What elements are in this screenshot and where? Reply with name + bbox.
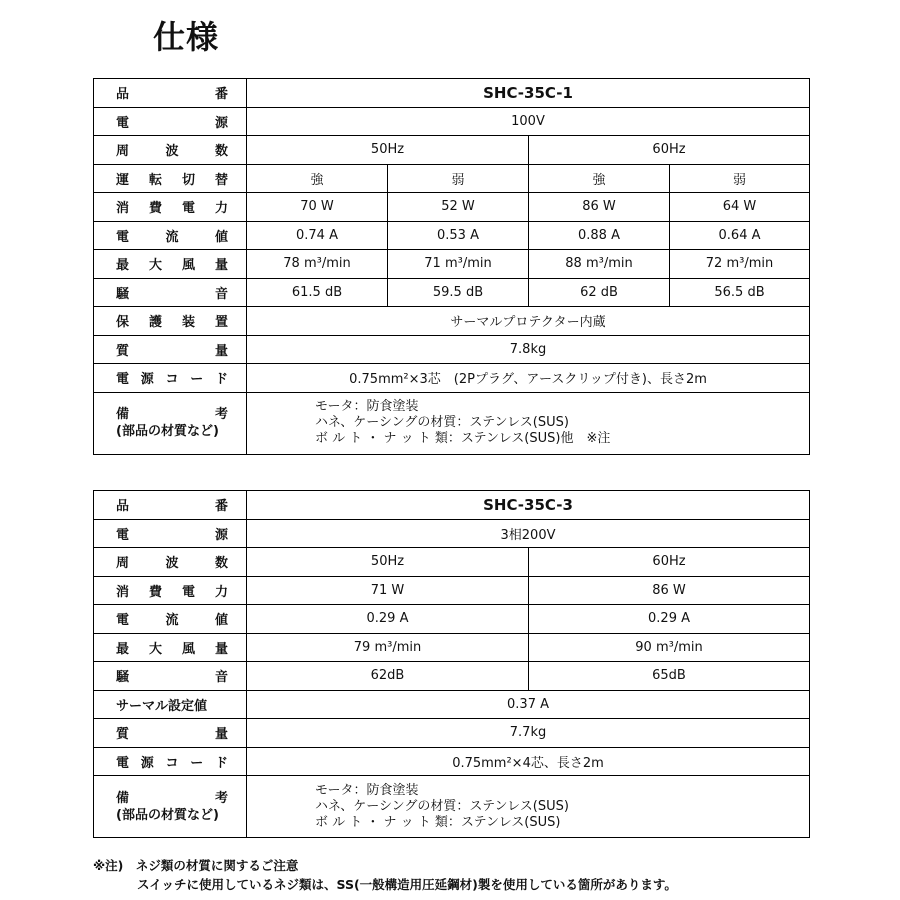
label-consumption — [94, 193, 247, 222]
remarks-label-sub: (部品の材質など) — [116, 807, 219, 823]
spec-table-2 — [93, 490, 810, 838]
label-char: 量 — [214, 727, 228, 743]
label-char: 番 — [214, 499, 228, 515]
label-char: 品 — [116, 87, 130, 103]
label-char: 電 — [116, 229, 130, 245]
label-char: 最 — [116, 641, 130, 657]
label-char: 電 — [116, 527, 130, 543]
cell: 70 W — [247, 193, 388, 222]
mass-value: 7.7kg — [247, 719, 810, 748]
label-char: 量 — [214, 258, 228, 274]
cell: 0.64 A — [670, 221, 810, 250]
label-char: ー — [190, 372, 204, 388]
label-char: 流 — [165, 229, 179, 245]
cell: 72 m³/min — [670, 250, 810, 279]
label-char: 力 — [214, 584, 228, 600]
label-cord — [94, 364, 247, 393]
table-row — [94, 79, 810, 108]
remarks-line: モータ：防食塗装 — [315, 399, 419, 414]
table-row — [94, 335, 810, 364]
mass-value: 7.8kg — [247, 335, 810, 364]
label-power-source — [94, 519, 247, 548]
label-char: 消 — [116, 201, 130, 217]
spaced-label — [116, 83, 228, 102]
spaced-label — [116, 254, 228, 273]
label-char: ー — [190, 755, 204, 771]
table-row — [94, 605, 810, 634]
frequency-50: 50Hz — [247, 136, 529, 165]
label-char: 風 — [181, 258, 195, 274]
label-char: 装 — [181, 315, 195, 331]
label-char: 費 — [148, 584, 162, 600]
spaced-label — [116, 752, 228, 771]
label-char: 値 — [214, 613, 228, 629]
cell: 71 m³/min — [388, 250, 529, 279]
label-char: 数 — [214, 144, 228, 160]
table-row — [94, 364, 810, 393]
label-char: コ — [165, 755, 179, 771]
label-char: 力 — [214, 201, 228, 217]
table-row — [94, 136, 810, 165]
cell: 0.29 A — [529, 605, 810, 634]
cell: 52 W — [388, 193, 529, 222]
label-char: 源 — [214, 115, 228, 131]
spaced-label — [116, 340, 228, 359]
table-row — [94, 690, 810, 719]
label-mode — [94, 164, 247, 193]
label-char: 消 — [116, 584, 130, 600]
remarks-label-a: 備 — [116, 790, 130, 806]
remarks-line: ハネ、ケーシングの材質：ステンレス(SUS) — [315, 798, 569, 814]
label-char: 源 — [214, 527, 228, 543]
label-char: 電 — [116, 115, 130, 131]
cell: 弱 — [388, 164, 529, 193]
label-char: 番 — [214, 87, 228, 103]
frequency-60: 60Hz — [529, 548, 810, 577]
label-char: 電 — [116, 372, 130, 388]
spaced-label — [116, 197, 228, 216]
cell: 強 — [529, 164, 670, 193]
label-char: 数 — [214, 556, 228, 572]
power-source-value: 3相200V — [247, 519, 810, 548]
label-char: 電 — [116, 613, 130, 629]
label-char: 大 — [148, 258, 162, 274]
label-char: 電 — [181, 201, 195, 217]
table-row — [94, 633, 810, 662]
label-char: 波 — [165, 556, 179, 572]
remarks-label-sub: (部品の材質など) — [116, 424, 219, 439]
table-row — [94, 221, 810, 250]
power-source-value: 100V — [247, 107, 810, 136]
spaced-label — [116, 524, 228, 543]
label-noise — [94, 662, 247, 691]
cell: 90 m³/min — [529, 633, 810, 662]
label-char: 量 — [214, 343, 228, 359]
spaced-label — [116, 226, 228, 245]
cell: 59.5 dB — [388, 278, 529, 307]
frequency-60: 60Hz — [529, 136, 810, 165]
label-char: ド — [214, 372, 228, 388]
footnote-line-1: ※注) ネジ類の材質に関するご注意 — [93, 858, 299, 873]
label-char: 周 — [116, 556, 130, 572]
label-char: 電 — [116, 755, 130, 771]
label-current — [94, 605, 247, 634]
label-char: 質 — [116, 343, 130, 359]
label-frequency — [94, 548, 247, 577]
cell: 64 W — [670, 193, 810, 222]
table-row — [94, 776, 810, 838]
cell: 62 dB — [529, 278, 670, 307]
spaced-label — [116, 283, 228, 302]
label-char: ド — [214, 755, 228, 771]
table-row — [94, 662, 810, 691]
footnote — [93, 856, 677, 894]
cell: 強 — [247, 164, 388, 193]
label-cord — [94, 747, 247, 776]
cord-value: 0.75mm²×4芯、長さ2m — [247, 747, 810, 776]
label-char: 大 — [148, 641, 162, 657]
label-char: 転 — [148, 172, 162, 188]
label-char: 替 — [214, 172, 228, 188]
label-model — [94, 79, 247, 108]
table-row — [94, 278, 810, 307]
table-row — [94, 719, 810, 748]
protection-value: サーマルプロテクター内蔵 — [247, 307, 810, 336]
cell: 0.29 A — [247, 605, 529, 634]
table-row — [94, 747, 810, 776]
spaced-label — [116, 169, 228, 188]
remarks-label-b: 考 — [214, 407, 228, 422]
label-char: 風 — [181, 641, 195, 657]
spec-table-1 — [93, 78, 810, 455]
spaced-label — [116, 112, 228, 131]
cell: 0.53 A — [388, 221, 529, 250]
model-number: SHC-35C-1 — [247, 79, 810, 108]
label-char: 費 — [148, 201, 162, 217]
label-protection — [94, 307, 247, 336]
label-char: 騒 — [116, 286, 130, 302]
label-char: 護 — [148, 315, 162, 331]
spaced-label — [116, 723, 228, 742]
cord-value: 0.75mm²×3芯 (2Pプラグ、アースクリップ付き)、長さ2m — [247, 364, 810, 393]
label-char: 流 — [165, 613, 179, 629]
spaced-label — [116, 666, 228, 685]
cell: 65dB — [529, 662, 810, 691]
cell: 88 m³/min — [529, 250, 670, 279]
cell: 71 W — [247, 576, 529, 605]
remarks-line: ボ ル ト ・ ナ ッ ト 類：ステンレス(SUS)他 ※注 — [315, 431, 611, 446]
cell: 61.5 dB — [247, 278, 388, 307]
label-char: 電 — [181, 584, 195, 600]
label-airflow — [94, 633, 247, 662]
spaced-label — [116, 140, 228, 159]
label-char: 置 — [214, 315, 228, 331]
cell: 0.74 A — [247, 221, 388, 250]
spaced-label — [116, 368, 228, 387]
table-row — [94, 307, 810, 336]
cell: 62dB — [247, 662, 529, 691]
label-power-source — [94, 107, 247, 136]
label-thermal: サーマル設定値 — [94, 690, 247, 719]
label-mass — [94, 719, 247, 748]
label-char: 最 — [116, 258, 130, 274]
spaced-label — [116, 552, 228, 571]
cell: 56.5 dB — [670, 278, 810, 307]
remarks-line: モータ：防食塗装 — [315, 782, 419, 798]
spaced-label — [116, 495, 228, 514]
remarks-label-a: 備 — [116, 407, 130, 422]
table-row — [94, 107, 810, 136]
model-number: SHC-35C-3 — [247, 491, 810, 520]
label-char: 周 — [116, 144, 130, 160]
label-model — [94, 491, 247, 520]
label-char: 保 — [116, 315, 130, 331]
label-char: 音 — [214, 286, 228, 302]
frequency-50: 50Hz — [247, 548, 529, 577]
spaced-label — [116, 638, 228, 657]
label-char: 切 — [181, 172, 195, 188]
label-char: 音 — [214, 670, 228, 686]
label-remarks — [94, 392, 247, 454]
label-char: 源 — [140, 372, 154, 388]
label-frequency — [94, 136, 247, 165]
label-char: 騒 — [116, 670, 130, 686]
remarks-label-b: 考 — [214, 790, 228, 806]
label-char: 値 — [214, 229, 228, 245]
remarks-line: ハネ、ケーシングの材質：ステンレス(SUS) — [315, 415, 569, 430]
spaced-label — [116, 311, 228, 330]
cell: 86 W — [529, 576, 810, 605]
table-row — [94, 193, 810, 222]
label-consumption — [94, 576, 247, 605]
label-mass — [94, 335, 247, 364]
cell: 78 m³/min — [247, 250, 388, 279]
cell: 79 m³/min — [247, 633, 529, 662]
thermal-value: 0.37 A — [247, 690, 810, 719]
table-row — [94, 392, 810, 454]
remarks-value — [247, 392, 810, 454]
label-noise — [94, 278, 247, 307]
table-row — [94, 548, 810, 577]
table-row — [94, 576, 810, 605]
label-char: 量 — [214, 641, 228, 657]
label-char: コ — [165, 372, 179, 388]
label-char: 源 — [140, 755, 154, 771]
remarks-value — [247, 776, 810, 838]
label-char: 品 — [116, 499, 130, 515]
table-row — [94, 519, 810, 548]
label-current — [94, 221, 247, 250]
label-char: 質 — [116, 727, 130, 743]
footnote-line-2: スイッチに使用しているネジ類は、SS(一般構造用圧延鋼材)製を使用している箇所があります。 — [137, 877, 677, 892]
label-char: 運 — [116, 172, 130, 188]
label-airflow — [94, 250, 247, 279]
page-title: 仕様 — [153, 18, 220, 56]
table-row — [94, 491, 810, 520]
spaced-label — [116, 581, 228, 600]
table-row — [94, 164, 810, 193]
cell: 弱 — [670, 164, 810, 193]
cell: 0.88 A — [529, 221, 670, 250]
label-char: 波 — [165, 144, 179, 160]
table-row — [94, 250, 810, 279]
label-remarks — [94, 776, 247, 838]
remarks-line: ボ ル ト ・ ナ ッ ト 類：ステンレス(SUS) — [315, 814, 561, 830]
spaced-label — [116, 609, 228, 628]
cell: 86 W — [529, 193, 670, 222]
